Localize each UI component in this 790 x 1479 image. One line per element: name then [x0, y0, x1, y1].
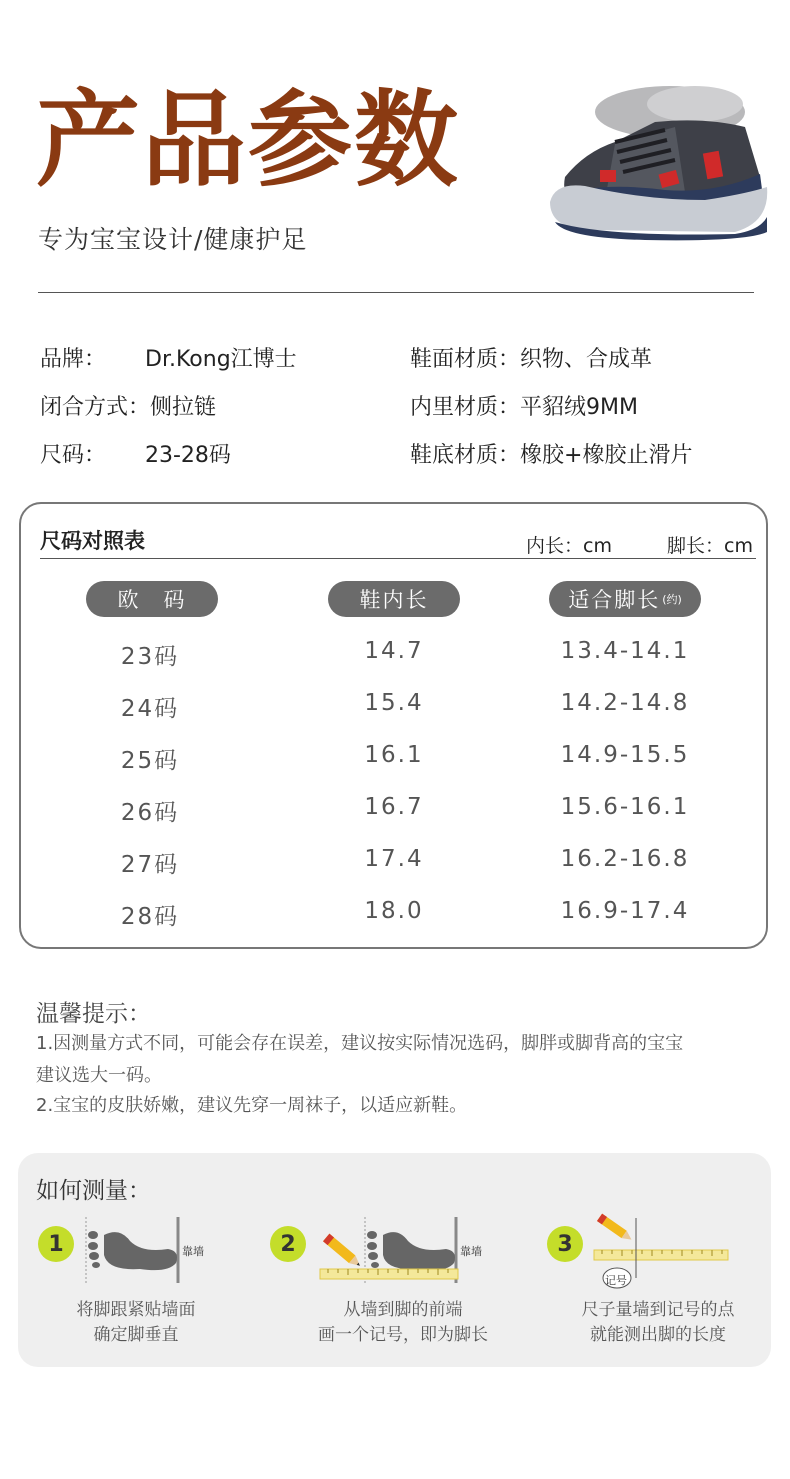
spec-sole-material: 鞋底材质：橡胶+橡胶止滑片 [410, 443, 693, 468]
page-subtitle: 专为宝宝设计/健康护足 [38, 225, 308, 254]
size-row-size-cell: 24码 [120, 696, 180, 722]
step-3-badge: 3 [547, 1226, 583, 1262]
measure-heading: 如何测量： [36, 1178, 151, 1204]
size-row-inner-cell: 14.7 [364, 638, 424, 664]
size-table-card [19, 502, 768, 949]
spec-upper-material: 鞋面材质：织物、合成革 [410, 347, 653, 372]
size-row-size-cell: 28码 [120, 904, 180, 930]
unit-inner-length: 内长：cm [526, 535, 612, 557]
size-row-size-cell: 23码 [120, 644, 180, 670]
step-1-wall-label: 靠墙 [182, 1245, 204, 1258]
note-1: 1.因测量方式不同，可能会存在误差，建议按实际情况选码，脚胖或脚背高的宝宝 建议选大一码。 [36, 1033, 684, 1086]
product-shoe-image [545, 82, 770, 242]
step-2-caption: 从墙到脚的前端 画一个记号，即为脚长 [318, 1300, 488, 1345]
size-row-inner-cell: 17.4 [364, 846, 424, 872]
page-title: 产品参数 [36, 79, 461, 201]
spec-closure: 闭合方式：侧拉链 [40, 395, 217, 420]
size-row-inner-cell: 16.7 [364, 794, 424, 820]
step-1-caption: 将脚跟紧贴墙面 确定脚垂直 [76, 1300, 196, 1345]
notes-heading: 温馨提示： [36, 1001, 151, 1027]
header-eu-size: 欧 码 [86, 581, 218, 617]
size-table-title: 尺码对照表 [40, 529, 145, 553]
step-3-caption: 尺子量墙到记号的点 就能测出脚的长度 [581, 1300, 735, 1345]
spec-size: 尺码： 23-28码 [40, 443, 231, 468]
header-foot-length: 适合脚长 (约) [549, 581, 701, 617]
step-1-badge: 1 [38, 1226, 74, 1262]
header-divider [38, 292, 754, 293]
step-2-wall-label: 靠墙 [460, 1245, 482, 1258]
size-row-inner-cell: 16.1 [364, 742, 424, 768]
spec-lining-material: 内里材质：平貂绒9MM [410, 395, 638, 420]
unit-foot-length: 脚长：cm [667, 535, 753, 557]
note-2: 2.宝宝的皮肤娇嫩，建议先穿一周袜子，以适应新鞋。 [36, 1095, 468, 1116]
step-3-mark-label: 记号 [605, 1274, 627, 1287]
size-row-size-cell: 25码 [120, 748, 180, 774]
size-row-foot-cell: 14.9-15.5 [560, 742, 690, 768]
size-row-foot-cell: 16.9-17.4 [560, 898, 690, 924]
size-row-size-cell: 27码 [120, 852, 180, 878]
size-table-divider [40, 558, 756, 559]
size-row-foot-cell: 16.2-16.8 [560, 846, 690, 872]
size-row-size-cell: 26码 [120, 800, 180, 826]
size-row-inner-cell: 15.4 [364, 690, 424, 716]
step-2-badge: 2 [270, 1226, 306, 1262]
size-row-foot-cell: 15.6-16.1 [560, 794, 690, 820]
spec-brand: 品牌： Dr.Kong江博士 [40, 347, 297, 372]
size-row-inner-cell: 18.0 [364, 898, 424, 924]
header-inner-length: 鞋内长 [328, 581, 460, 617]
size-row-foot-cell: 13.4-14.1 [560, 638, 690, 664]
step-2-pencil-foot-icon [318, 1215, 463, 1285]
size-row-foot-cell: 14.2-14.8 [560, 690, 690, 716]
